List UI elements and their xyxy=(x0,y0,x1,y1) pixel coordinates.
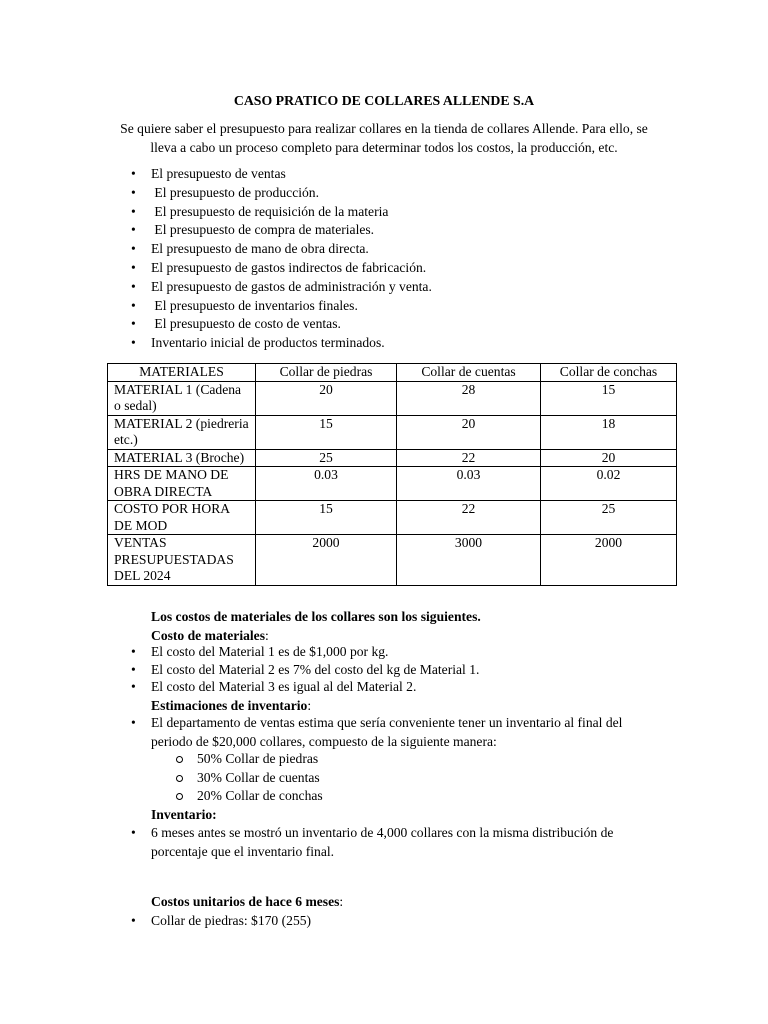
list-item: • El presupuesto de costo de ventas. xyxy=(151,315,432,334)
table-cell-label: MATERIAL 3 (Broche) xyxy=(108,449,256,467)
table-cell: 2000 xyxy=(541,535,677,586)
table-cell-label: COSTO POR HORA DE MOD xyxy=(108,501,256,535)
inventory-text: • 6 meses antes se mostró un inventario de 4,000 collares con la misma distribución de porcentaje que el inventario final. xyxy=(151,824,641,861)
list-item: 30% Collar de cuentas xyxy=(197,769,323,788)
table-cell-label: VENTAS PRESUPUESTADAS DEL 2024 xyxy=(108,535,256,586)
inventory-composition-list xyxy=(197,750,323,806)
table-row xyxy=(108,501,677,535)
table-cell-label: MATERIAL 1 (Cadena o sedal) xyxy=(108,381,256,415)
materials-costs-heading-block xyxy=(151,608,651,645)
heading-colon: : xyxy=(265,627,269,643)
intro-paragraph: Se quiere saber el presupuesto para realizar collares en la tienda de collares Allende. Para ello, se lleva a cabo un proceso completo para determinar todos los costos, la producción, etc. xyxy=(120,121,648,155)
table-cell: 3000 xyxy=(397,535,541,586)
list-item: • El costo del Material 3 es igual al del Material 2. xyxy=(151,678,479,696)
heading-colon: : xyxy=(339,894,344,909)
table-cell: 2000 xyxy=(256,535,397,586)
list-item: 20% Collar de conchas xyxy=(197,787,323,806)
heading-colon: : xyxy=(307,698,312,713)
table-cell: 22 xyxy=(397,449,541,467)
inventory-estimates-heading xyxy=(151,697,651,716)
section-heading: Los costos de materiales de los collares son los siguientes. xyxy=(151,609,481,624)
table-header: Collar de piedras xyxy=(256,364,397,382)
list-item: • El costo del Material 2 es 7% del costo del kg de Material 1. xyxy=(151,661,479,679)
list-item: • El presupuesto de gastos de administración y venta. xyxy=(151,278,432,297)
table-row xyxy=(108,449,677,467)
inventory-heading: Inventario: xyxy=(151,807,217,822)
unit-costs-heading xyxy=(151,893,651,912)
table-cell: 18 xyxy=(541,415,677,449)
table-row xyxy=(108,381,677,415)
list-item: • El presupuesto de ventas xyxy=(151,165,432,184)
table-cell: 25 xyxy=(541,501,677,535)
table-cell: 20 xyxy=(256,381,397,415)
inventory-estimates-text: • El departamento de ventas estima que sería conveniente tener un inventario al final del periodo de $20,000 collares, compuesto de la siguiente manera: xyxy=(151,714,641,751)
section-heading: Estimaciones de inventario xyxy=(151,698,308,713)
table-cell: 15 xyxy=(256,415,397,449)
list-item: • El presupuesto de compra de materiales. xyxy=(151,221,432,240)
table-cell: 0.03 xyxy=(397,467,541,501)
list-item: • El presupuesto de producción. xyxy=(151,184,432,203)
table-cell: 20 xyxy=(397,415,541,449)
table-cell: 15 xyxy=(541,381,677,415)
table-cell: 20 xyxy=(541,449,677,467)
section-subheading: Costo de materiales xyxy=(151,627,266,643)
document-title: CASO PRATICO DE COLLARES ALLENDE S.A xyxy=(233,93,535,108)
list-item: • Collar de piedras: $170 (255) xyxy=(151,912,311,931)
list-item: • El costo del Material 1 es de $1,000 por kg. xyxy=(151,643,479,661)
table-row xyxy=(108,467,677,501)
list-item: • El presupuesto de mano de obra directa. xyxy=(151,240,432,259)
table-cell: 0.02 xyxy=(541,467,677,501)
table-header: Collar de cuentas xyxy=(397,364,541,382)
list-item: • El presupuesto de gastos indirectos de fabricación. xyxy=(151,259,432,278)
table-cell-label: MATERIAL 2 (piedreria etc.) xyxy=(108,415,256,449)
list-item: 50% Collar de piedras xyxy=(197,750,323,769)
list-item: • El presupuesto de requisición de la materia xyxy=(151,203,432,222)
table-row xyxy=(108,415,677,449)
materials-table xyxy=(107,363,677,586)
table-row xyxy=(108,535,677,586)
table-header-row xyxy=(108,364,677,382)
section-heading: Costos unitarios de hace 6 meses xyxy=(151,894,340,909)
budget-list xyxy=(151,165,432,353)
list-item: • El presupuesto de inventarios finales. xyxy=(151,297,432,316)
table-header: Collar de conchas xyxy=(541,364,677,382)
table-cell: 28 xyxy=(397,381,541,415)
table-cell: 22 xyxy=(397,501,541,535)
table-header: MATERIALES xyxy=(108,364,256,382)
unit-costs-list xyxy=(151,912,311,931)
list-item: • Inventario inicial de productos terminados. xyxy=(151,334,432,353)
table-cell: 0.03 xyxy=(256,467,397,501)
table-cell-label: HRS DE MANO DE OBRA DIRECTA xyxy=(108,467,256,501)
table-cell: 25 xyxy=(256,449,397,467)
table-cell: 15 xyxy=(256,501,397,535)
materials-costs-list xyxy=(151,643,479,696)
